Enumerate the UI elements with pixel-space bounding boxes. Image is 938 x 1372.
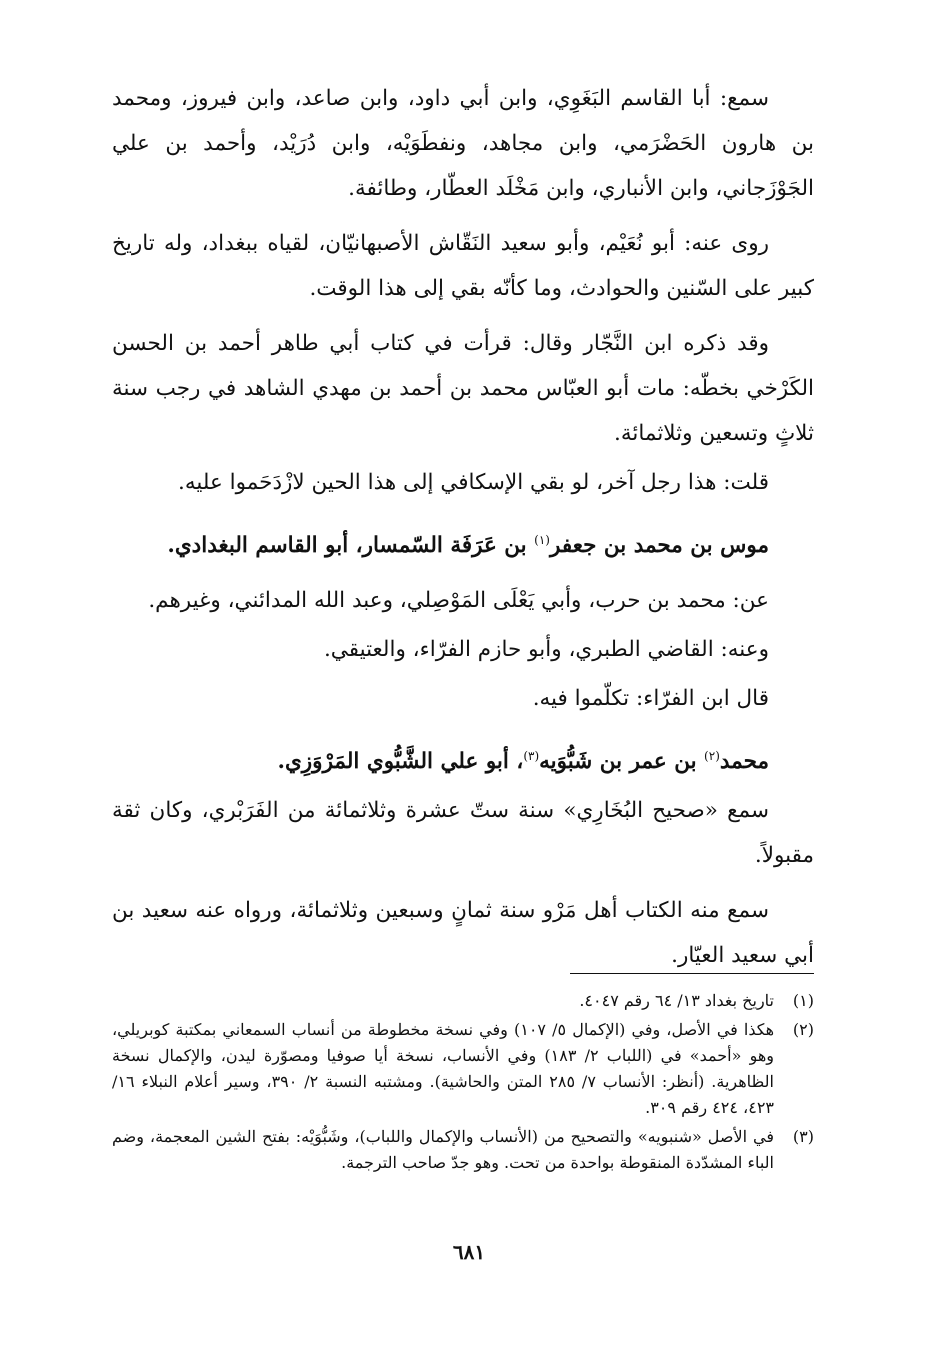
footnote-number: (٣) [792, 1127, 814, 1146]
entry3-heard: سمع «صحيح البُخَارِي» سنة ستّ عشرة وثلاثمائة من الفَرَبْري، وكان ثقة مقبولاً. [112, 798, 814, 868]
page-number: ٦٨١ [452, 1240, 486, 1264]
footnote-text: في الأصل «شنبويه» والتصحيح من (الأنساب والإكمال واللباب)، وشَبُّوَيْه: بفتح الشين المعجمة، وضم الباء المشدّدة المنقوطة بواحدة من تحت. وهو جدّ صاحب الترجمة. [112, 1127, 774, 1172]
entry3-title-rest: ، أبو علي الشَّبُّوي المَرْوَزِي. [277, 749, 524, 774]
main-text [112, 76, 814, 988]
footnote-number: (١) [792, 991, 814, 1010]
footnote-3 [112, 1124, 814, 1176]
entry2-title-rest: بن عَرَفَة السّمسار، أبو القاسم البغدادي. [167, 533, 535, 558]
entry2-ibn-farra: قال ابن الفرّاء: تكلّموا فيه. [532, 686, 769, 711]
entry1-narrated-by: روى عنه: أبو نُعَيْم، وأبو سعيد النَقّاش الأصبهانيّان، لقياه ببغداد، وله تاريخ كبير على السّنين والحوادث، وما كأنّه بقي إلى هذا الوقت. [112, 231, 814, 301]
entry1-ibn-najjar: وقد ذكره ابن النَّجّار وقال: قرأت في كتاب أبي طاهر أحمد بن الحسن الكَرْخي بخطّه: مات أبو العبّاس محمد بن أحمد بن مهدي الشاهد في رجب سنة ثلاثٍ وتسعين وثلاثمائة. [112, 331, 814, 446]
footnote-text: تاريخ بغداد ١٣/ ٦٤ رقم ٤٠٤٧. [579, 991, 774, 1010]
entry3-title-b: بن عمر بن شَبُّوَيه [539, 749, 705, 774]
entry2-heading [112, 523, 814, 568]
footnote-ref-1: (١) [534, 532, 550, 547]
entry1-comment: قلت: هذا رجل آخر، لو بقي الإسكافي إلى هذا الحين لازْدَحَموا عليه. [178, 470, 769, 495]
footnote-ref-3: (٣) [523, 748, 540, 763]
entry3-title-a: محمد [719, 749, 769, 774]
footnote-separator [570, 973, 814, 974]
footnote-1 [112, 988, 814, 1014]
entry2-and-from-him: وعنه: القاضي الطبري، وأبو حازم الفرّاء، والعتيقي. [323, 637, 769, 662]
footnotes [112, 988, 814, 1179]
footnote-ref-2: (٢) [704, 748, 720, 763]
entry1-heard-from: سمع: أبا القاسم البَغَوِي، وابن أبي داود، وابن صاعد، وابن فيروز، ومحمد بن هارون الحَضْرَمي، وابن مجاهد، ونفطَوَيْه، وابن دُرَيْد، وأحمد بن علي الجَوْزَجاني، وابن الأنباري، وابن مَخْلَد العطّار، وطائفة. [112, 86, 814, 201]
footnote-number: (٢) [792, 1020, 814, 1039]
entry3-heard-from-him: سمع منه الكتاب أهل مَرْو سنة ثمانٍ وسبعين وثلاثمائة، ورواه عنه سعيد بن أبي سعيد العيّار. [112, 898, 814, 968]
footnote-text: هكذا في الأصل، وفي (الإكمال ٥/ ١٠٧) وفي نسخة مخطوطة من أنساب السمعاني بمكتبة كوبريلي، وهو «أحمد» في (اللباب ٢/ ١٨٣) وفي الأنساب، نسخة أيا صوفيا ومصوّرة ليدن، والإكمال نسخة الظاهرية. (أنظر: الأنساب ٧/ ٢٨٥ المتن والحاشية). ومشتبه النسبة ٢/ ٣٩٠، وسير أعلام النبلاء ١٦/ ٤٢٣، ٤٢٤ رقم ٣٠٩. [112, 1020, 775, 1117]
entry3-heading [112, 739, 814, 784]
entry2-title: موس بن محمد بن جعفر [549, 533, 769, 558]
entry2-from: عن: محمد بن حرب، وأبي يَعْلَى المَوْصِلي، وعبد الله المدائني، وغيرهم. [148, 588, 769, 613]
footnote-2 [112, 1017, 814, 1121]
